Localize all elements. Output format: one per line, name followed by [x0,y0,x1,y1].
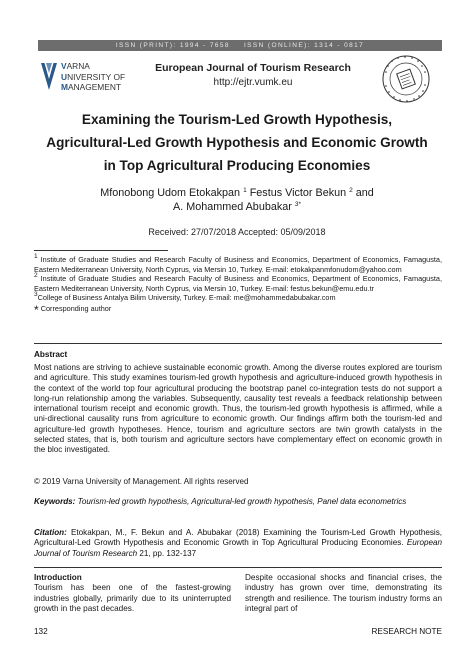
intro-left-column [34,573,231,615]
introduction-heading: Introduction [34,573,82,582]
copyright-notice: © 2019 Varna University of Management. All rights reserved [34,477,249,486]
keywords [34,497,442,507]
corresponding-author-note: * Corresponding author [34,302,112,317]
footnote-3: $^3$College of Business Antalya Bilim University, Turkey. E-mail: me@mohammedabubakar.com [34,291,336,303]
keywords-label: Keywords: [34,497,76,506]
page-number: 132 [34,627,48,636]
section-label: RESEARCH NOTE [371,627,442,636]
received-accepted-dates: Received: 27/07/2018 Accepted: 05/09/2018 [148,227,326,237]
keywords-text: Tourism-led growth hypothesis, Agricultural-led growth hypothesis, Panel data econometrics [77,497,407,506]
author-3: A. Mohammed Abubakar [173,201,292,213]
vum-logo-icon [40,60,58,93]
journal-header [143,62,363,88]
citation: Citation: Etokakpan, M., F. Bekun and A. Abubakar (2018) Examining the Tourism-Led Growth Hypothesis, Agricultural-Led Growth Hypothesis and Economic Growth in Top Agricultural Producing Economies. European Journal of Tourism Research 21, pp. 132-137 [34,528,443,558]
body-top-rule [34,567,442,568]
paper-title: Examining the Tourism-Led Growth Hypothesis, Agricultural-Led Growth Hypothesis and Economic Growth in Top Agricultural Producing Economies [46,112,428,173]
abstract-heading: Abstract [34,350,68,359]
footnote-1: $^1$ Institute of Graduate Studies and Research Faculty of Business and Economics, Department of Economics, Famagusta, Eastern Mediterranean University, North Cyprus, via Mersin 10, Turkey. E-mail: etokakpanmfonudom@yahoo.com [34,253,443,274]
journal-name: European Journal of Tourism Research [155,62,351,74]
affiliation-footnotes [34,253,443,317]
author-2: Festus Victor Bekun [249,187,347,199]
citation-label: Citation: [34,528,67,537]
university-logo [40,60,145,98]
citation-journal: European Journal of Tourism Research [34,538,443,558]
logo-wordmark: VARNA UNIVERSITY OF MANAGEMENT [61,61,126,92]
abstract-text: Most nations are striving to achieve sustainable economic growth. Among the diverse routes explored are tourism and agriculture. This study examines tourism-led growth hypothesis and agriculture-induced growth hypothesis in the context of the world top four agricultural producing the bootstrap panel co-integration tests do not support a long-run relationship among the variables. Subsequently, causality test reveals a feedback relationship between international tourism receipt and economic growth. Thus, the tourism-led growth hypothesis is affirmed, while a uni-directional causality runs from agriculture to economic growth. Our findings affirm both the tourism-led and agriculture-led growth hypotheses. Hence, tourism and agriculture sectors are twin growth catalysts in the selected states, that is, both tourism and agriculture sectors have complementary effect on economic growth in the bloc investigated. [34,363,442,455]
intro-left-text: Tourism has been one of the fastest-growing industries globally, primarily due to its uninterrupted growth in the past decades. [34,583,231,614]
issn-online: ISSN (ONLINE): 1314 - 0817 [243,42,365,49]
issn-bar [38,40,442,51]
author-list: Mfonobong Udom Etokakpan $^1$ Festus Victor Bekun $^2$ and A. Mohammed Abubakar $^{3*}$ [100,187,374,213]
issn-print: ISSN (PRINT): 1994 - 7658 [115,42,230,49]
footnote-divider [34,250,168,251]
author-1: Mfonobong Udom Etokakpan [100,187,241,199]
footnote-2: $^2$ Institute of Graduate Studies and Research Faculty of Business and Economics, Department of Economics, Famagusta, Eastern Mediterranean University, North Cyprus, via Mersin 10, Turkey. E-mail: festus.bekun@emu.edu.tr [34,272,443,293]
journal-seal-icon [368,54,438,104]
intro-right-text: Despite occasional shocks and financial crises, the industry has grown over time, demonstrating its strength and resilience. The tourism industry forms an integral part of [245,573,442,614]
abstract-top-rule [34,343,442,344]
journal-url[interactable]: http://ejtr.vumk.eu [213,77,293,88]
